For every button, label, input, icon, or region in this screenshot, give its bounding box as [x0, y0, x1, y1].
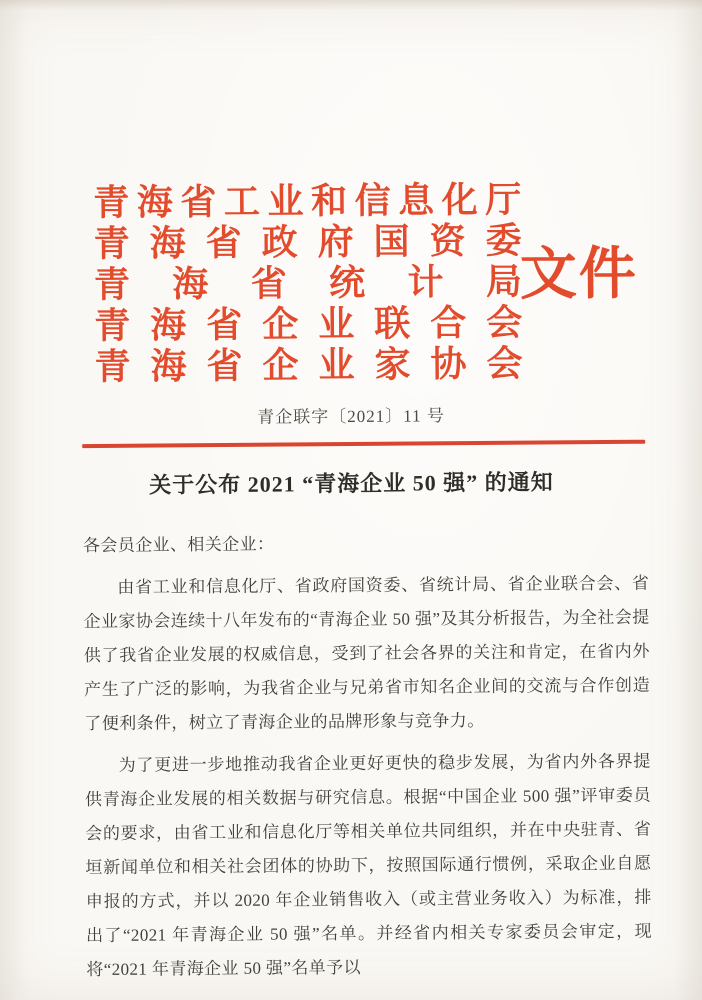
letterhead-agencies [93, 180, 523, 388]
paragraph-2: 为了更进一步地推动我省企业更好更快的稳步发展，为省内外各界提供青海企业发展的相关数据与研究信息。根据“中国企业 500 强”评审委员会的要求，由省工业和信息化厅等相关单位共同组织，并在中央驻青、省垣新闻单位和相关社会团体的协助下，按照国际通行惯例，采取企业自愿申报的方式，并以 2020 年企业销售收入（或主营业务收入）为标准，排出了“2021 年青海企业 50 强”名单。并经省内相关专家委员会审定，现将“2021 年青海企业 50 强”名单予以 [84, 751, 653, 980]
letterhead-document-word: 文件 [519, 242, 639, 307]
agency-line-5: 青海省企业家协会 [94, 343, 523, 388]
agency-line-4: 青海省企业联合会 [94, 302, 523, 347]
document-body [83, 525, 653, 995]
document-number: 青企联字〔2021〕11 号 [257, 406, 445, 427]
document-title: 关于公布 2021 “青海企业 50 强” 的通知 [149, 469, 554, 498]
salutation: 各会员企业、相关企业： [82, 534, 275, 556]
agency-line-1: 青海省工业和信息化厅 [93, 179, 522, 224]
paragraph-1: 由省工业和信息化厅、省政府国资委、省统计局、省企业联合会、省企业家协会连续十八年发布的“青海企业 50 强”及其分析报告，为全社会提供了我省企业发展的权威信息，受到了社会各界的关注和肯定，在省内外产生了广泛的影响，为我省企业与兄弟省市知名企业间的交流与合作创造了便利条件，树立了青海企业的品牌形象与竞争力。 [83, 573, 651, 734]
letterhead-red-rule [82, 440, 645, 448]
agency-line-3: 青海省统计局 [93, 261, 523, 306]
agency-line-2: 青海省政府国资委 [93, 220, 522, 265]
